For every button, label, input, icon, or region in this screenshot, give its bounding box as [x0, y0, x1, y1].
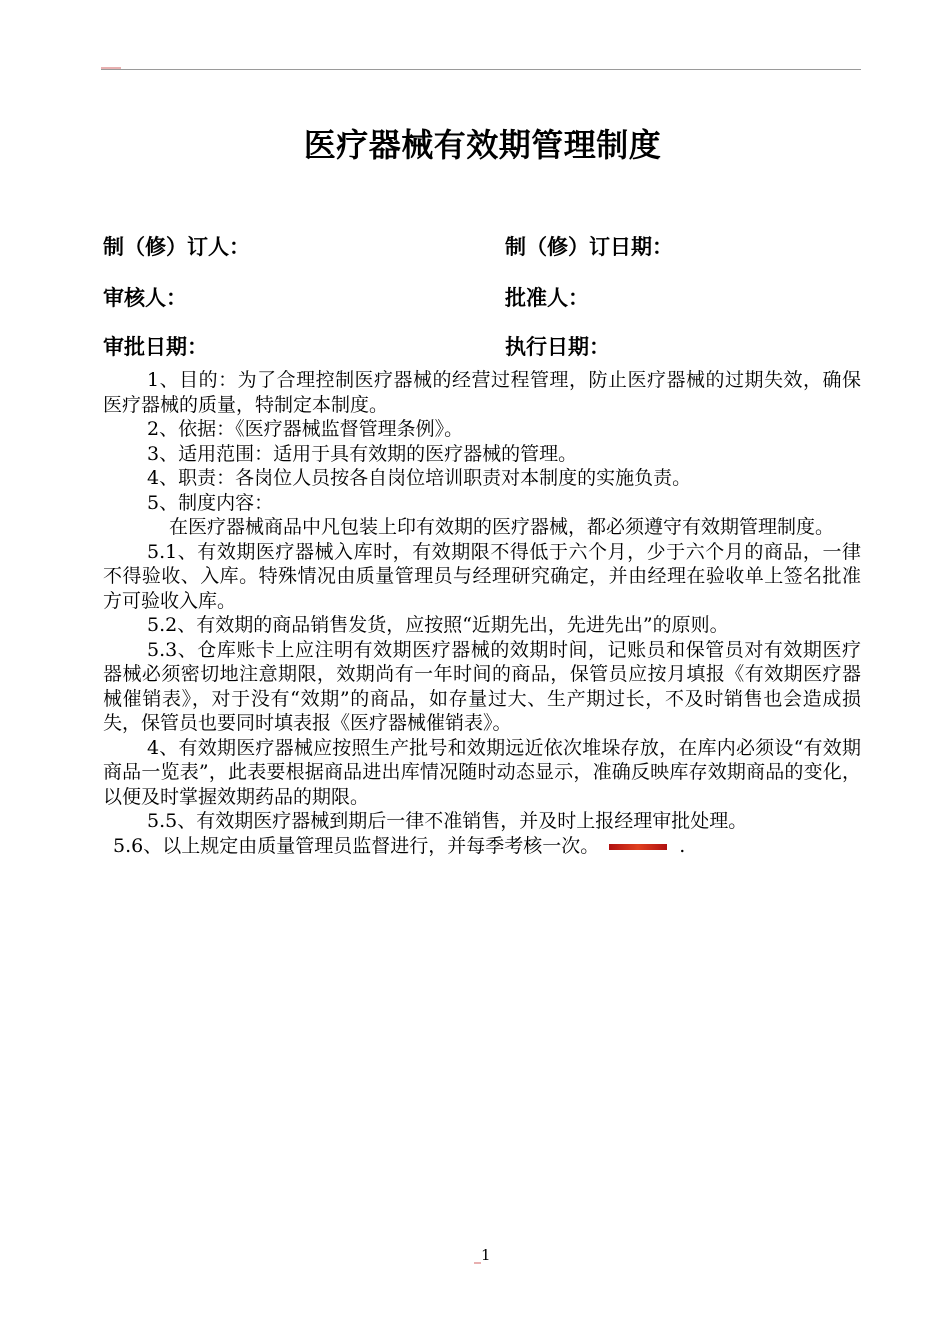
- reviewer-label: 审核人：: [103, 285, 187, 310]
- document-title: 医疗器械有效期管理制度: [303, 126, 662, 164]
- paragraph-5-6-text: 5.6、以上规定由质量管理员监督进行，并每季考核一次。: [113, 834, 600, 857]
- red-mark: [609, 844, 667, 850]
- document-body: [103, 368, 861, 858]
- paragraph-5-2: 5.2、有效期的商品销售发货，应按照“近期先出，先进先出”的原则。: [147, 614, 729, 636]
- trailing-dot: .: [679, 834, 686, 857]
- page-number: 1: [481, 1246, 491, 1264]
- paragraph-content-intro: 在医疗器械商品中凡包装上印有效期的医疗器械，都必须遵守有效期管理制度。: [169, 516, 835, 538]
- header-rule: [101, 69, 861, 70]
- footer-mark: [474, 1262, 481, 1264]
- approval-date-label: 审批日期：: [103, 334, 208, 359]
- paragraph-purpose: 1、目的：为了合理控制医疗器械的经营过程管理，防止医疗器械的过期失效，确保医疗器械的质量，特制定本制度。: [103, 369, 861, 416]
- draft-date-label: 制（修）订日期：: [505, 234, 673, 259]
- paragraph-5-4: 4、有效期医疗器械应按照生产批号和效期远近依次堆垛存放，在库内必须设“有效期商品一览表”，此表要根据商品进出库情况随时动态显示，准确反映库存效期商品的变化，以便及时掌握效期药品的期限。: [103, 736, 861, 808]
- approver-label: 批准人：: [505, 285, 589, 310]
- paragraph-content-heading: 5、制度内容：: [147, 491, 274, 514]
- effective-date-label: 执行日期：: [505, 334, 610, 359]
- paragraph-5-3: 5.3、仓库账卡上应注明有效期医疗器械的效期时间，记账员和保管员对有效期医疗器械必须密切地注意期限，效期尚有一年时间的商品，保管员应按月填报《有效期医疗器械催销表》，对于没有“效期”的商品，如存量过大、生产期过长，不及时销售也会造成损失，保管员也要同时填表报《医疗器械催销表》。: [103, 638, 861, 734]
- paragraph-scope: 3、适用范围：适用于具有效期的医疗器械的管理。: [147, 442, 578, 465]
- paragraph-5-1: 5.1、有效期医疗器械入库时，有效期限不得低于六个月，少于六个月的商品，一律不得验收、入库。特殊情况由质量管理员与经理研究确定，并由经理在验收单上签名批准方可验收入库。: [103, 540, 861, 612]
- drafter-label: 制（修）订人：: [103, 234, 250, 259]
- paragraph-duties: 4、职责：各岗位人员按各自岗位培训职责对本制度的实施负责。: [147, 467, 692, 489]
- paragraph-5-5: 5.5、有效期医疗器械到期后一律不准销售，并及时上报经理审批处理。: [147, 810, 748, 832]
- paragraph-basis: 2、依据：《医疗器械监督管理条例》。: [147, 418, 464, 440]
- paragraph-5-6: [103, 834, 861, 859]
